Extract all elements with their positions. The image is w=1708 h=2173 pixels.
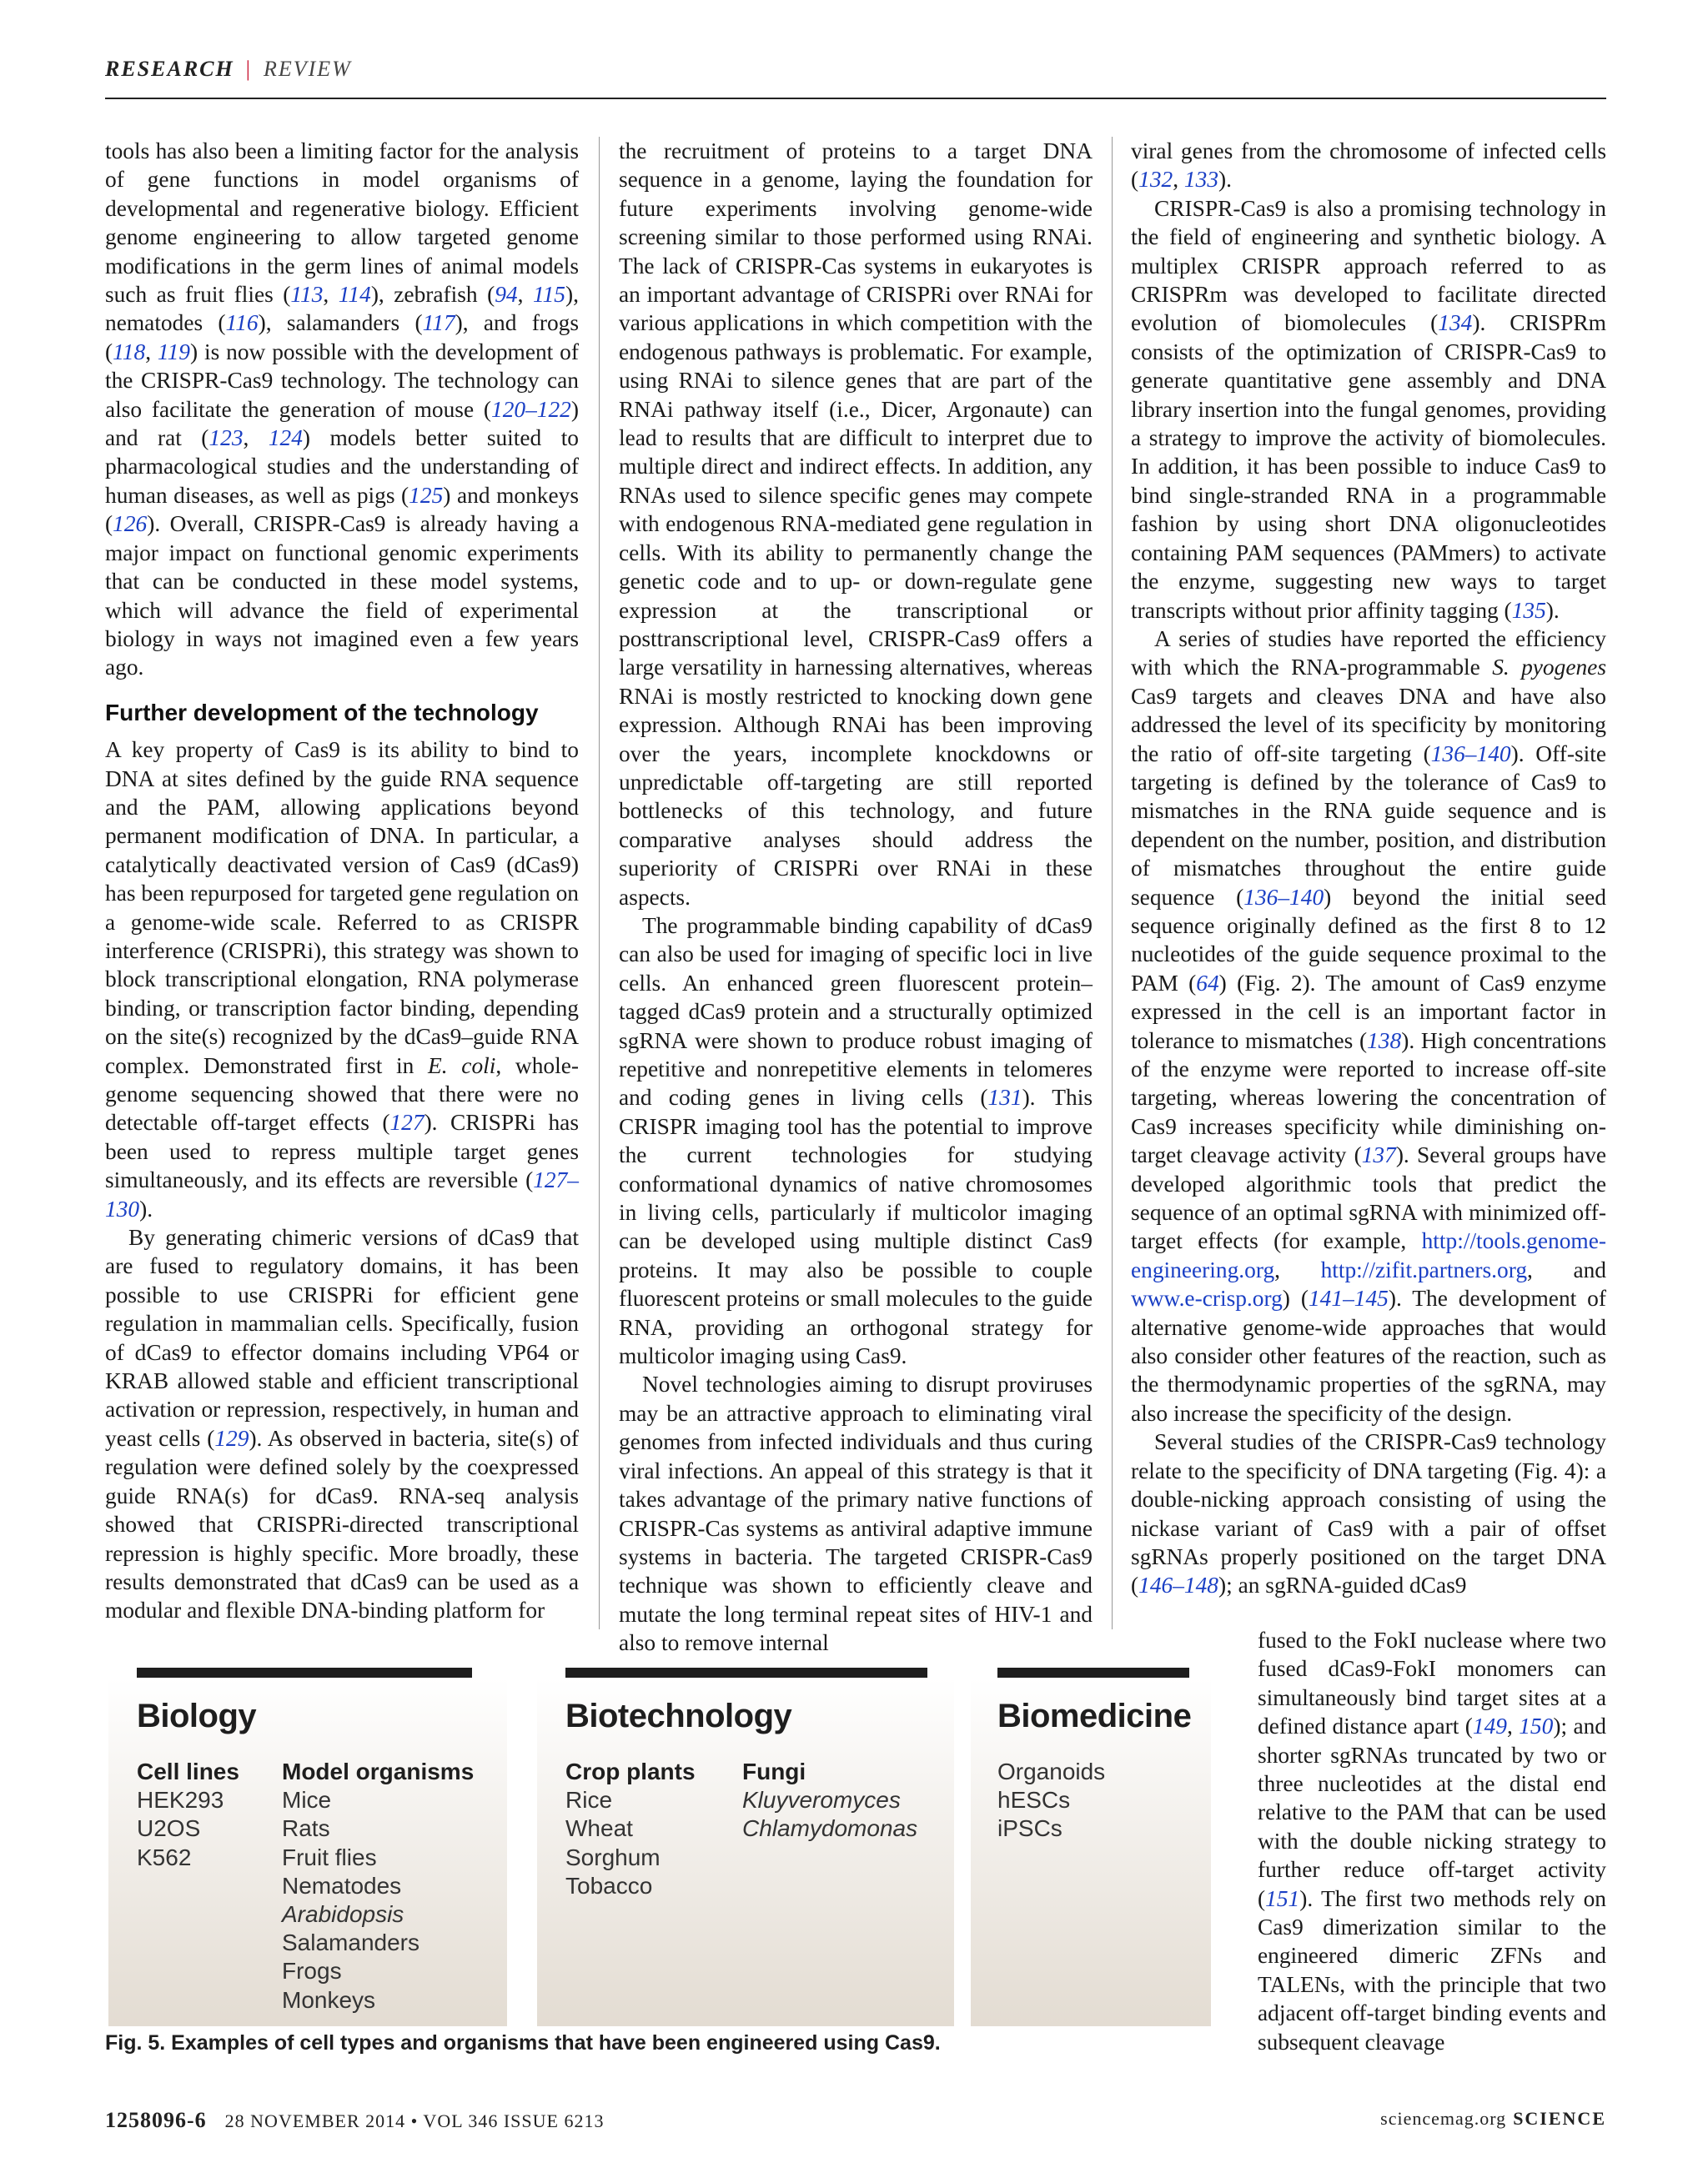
list-item: Arabidopsis [282,1901,404,1928]
list-cell-lines [137,1758,239,1872]
col3-paragraph-1: viral genes from the chromosome of infected cells (132, 133). [1131,138,1606,193]
citation-link[interactable]: 113 [290,282,324,308]
citation-link[interactable]: 127–130 [105,1167,579,1222]
citation-link[interactable]: 120–122 [491,396,571,422]
citation-link[interactable]: 135 [1511,597,1546,623]
citation-link[interactable]: 123 [208,425,244,451]
col2-paragraph-1: the recruitment of proteins to a target DNA sequence in a genome, laying the foundation for future experiments involving genome-wide screening similar to those performed using RNAi. The lack of CRISPR-Cas systems in eukaryotes is an important advantage of CRISPRi over RNAi for various applications in which competition with the endogenous pathways is problematic. For example, using RNAi to silence genes that are part of the RNAi pathway itself (i.e., Dicer, Argonaute) can lead to results that are difficult to interpret due to multiple direct and indirect effects. In addition, any RNAs used to silence specific genes may compete with endogenous RNA-mediated gene regulation in cells. With its ability to permanently change the genetic code and to up- or down-regulate gene expression at the transcriptional or posttranscriptional level, CRISPR-Cas9 offers a large versatility in harnessing alternatives, whereas RNAi is mostly restricted to knocking down gene expression. Although RNAi has been improving over the years, incomplete knockdowns or unpredictable off-targeting are still reported bottlenecks of this technology, and future comparative analyses should address the superiority of CRISPRi over RNAi in these aspects. [619,138,1093,910]
citation-link[interactable]: 117 [422,310,455,336]
figure-panel-bar [565,1668,927,1678]
list-item: Tobacco [565,1872,653,1899]
issue-date: 28 NOVEMBER 2014 • VOL 346 ISSUE 6213 [224,2110,605,2131]
list-item: Frogs [282,1958,342,1985]
col1-paragraph-3: By generating chimeric versions of dCas9 that are fused to regulatory domains, it has been possible to use CRISPRi for efficient gene regulation in mammalian cells. Specifically, fusion of dCas9 to effector domains including VP64 or KRAB allowed stable and efficient transcriptional activation or repression, respectively, in human and yeast cells (129). As observed in bacteria, site(s) of regulation were defined solely by the coexpressed guide RNA(s) for dCas9. RNA-seq analysis showed that CRISPRi-directed transcriptional repression is highly specific. More broadly, these results demonstrated that dCas9 can be used as a modular and flexible DNA-binding platform for [105,1225,579,1623]
section-subheading: Further development of the technology [105,699,539,725]
col1-paragraph-1: tools has also been a limiting factor for the analysis of gene functions in model organisms of developmental and regenerative biology. Efficient genome engineering to allow targeted genome modifications in the germ lines of animal models such as fruit flies (113, 114), zebrafish (94, 115), nematodes (116), salamanders (117), and frogs (118, 119) is now possible with the development of the CRISPR-Cas9 technology. The technology can also facilitate the generation of mouse (120–122) and rat (123, 124) models better suited to pharmacological studies and the understanding of human diseases, as well as pigs (125) and monkeys (126). Overall, CRISPR-Cas9 is already having a major impact on functional genomic experiments that can be conducted in these model systems, which will advance the field of experimental biology in ways not imagined even a few years ago. [105,138,579,680]
list-item: Rats [282,1815,330,1842]
url-link-ecrisp[interactable]: www.e-crisp.org [1131,1286,1283,1312]
list-fungi [742,1758,917,1844]
url-link-zifit[interactable]: http://zifit.partners.org [1320,1257,1528,1282]
list-heading: Model organisms [282,1759,475,1784]
citation-link[interactable]: 136–140 [1430,740,1511,766]
col2-paragraph-2: The programmable binding capability of dCas9 can also be used for imaging of specific loci in live cells. An enhanced green fluorescent protein–tagged dCas9 protein and a structurally optimized sgRNA were shown to produce robust imaging of repetitive and nonrepetitive elements in telomeres and coding genes in living cells (131). This CRISPR imaging tool has the potential to improve the current technologies for studying conformational dynamics of native chromosomes in living cells, particularly if multicolor imaging can be developed using multiple distinct Cas9 proteins. It may also be possible to couple fluorescent proteins or small molecules to the guide RNA, providing an orthogonal strategy for multicolor imaging using Cas9. [619,912,1093,1369]
citation-link[interactable]: 125 [409,482,444,508]
running-header [105,57,1606,88]
list-heading: Crop plants [565,1759,696,1784]
text-column-1 [105,137,579,1625]
list-item: U2OS [137,1815,201,1842]
citation-link[interactable]: 151 [1265,1885,1300,1911]
figure-title-biomedicine: Biomedicine [997,1698,1192,1734]
citation-link[interactable]: 126 [113,511,148,537]
text-column-2 [619,137,1093,1658]
list-heading: Cell lines [137,1759,239,1784]
header-section: REVIEW [263,57,352,81]
list-biomedicine [997,1758,1105,1844]
col2-paragraph-3: Novel technologies aiming to disrupt proviruses may be an attractive approach to eliminating viral genomes from infected individuals and thus curing viral infections. An appeal of this strategy is that it takes advantage of the primary native functions of CRISPR-Cas systems as antiviral adaptive immune systems in bacteria. The targeted CRISPR-Cas9 technique was shown to efficiently cleave and mutate the long terminal repeat sites of HIV-1 and also to remove internal [619,1372,1093,1656]
list-item: Monkeys [282,1986,376,2013]
citation-link[interactable]: 150 [1519,1714,1554,1739]
page-number: 1258096-6 [105,2108,207,2132]
citation-link[interactable]: 127 [389,1110,424,1136]
list-item: Chlamydomonas [742,1815,918,1842]
text-wrap-beside-figure: fused to the FokI nuclease where two fused dCas9-FokI monomers can simultaneously bind target sites at a defined distance apart (149, 150); and shorter sgRNAs truncated by two or three nucleotides at the distal end relative to the PAM that can be used with the double nicking strategy to further reduce off-target activity (151). The first two methods rely on Cas9 dimerization similar to the engineered dimeric ZFNs and TALENs, with the principle that two adjacent off-target binding events and subsequent cleavage [1258,1628,1606,2055]
citation-link[interactable]: 138 [1367,1027,1402,1053]
citation-link[interactable]: 132 [1138,167,1173,193]
col3-paragraph-3: A series of studies have reported the efficiency with which the RNA-programmable S. pyogenes Cas9 targets and cleaves DNA and have also addressed the level of its specificity by monitoring the ratio of off-site targeting (136–140). Off-site targeting is defined by the tolerance of Cas9 to mismatches in the RNA guide sequence and is dependent on the number, position, and distribution of mismatches throughout the entire guide sequence (136–140) beyond the initial seed sequence originally defined as the first 8 to 12 nucleotides of the guide sequence proximal to the PAM (64) (Fig. 2). The amount of Cas9 enzyme expressed in the cell is an important factor in tolerance to mismatches (138). High concentrations of the enzyme were reported to increase off-site targeting, whereas lowering the concentration of Cas9 increases specificity while diminishing on-target cleavage activity (137). Several groups have developed algorithmic tools that predict the sequence of an optimal sgRNA with minimized off-target effects (for example, http://tools.genome-engineering.org, http://zifit.partners.org, and www.e-crisp.org) (141–145). The development of alternative genome-wide approaches that would also consider other features of the reaction, such as the thermodynamic properties of the sgRNA, may also increase the specificity of the design. [1131,625,1606,1426]
list-item: Rice [565,1787,613,1814]
citation-link[interactable]: 141–145 [1308,1286,1389,1312]
list-item: Nematodes [282,1872,402,1899]
citation-link[interactable]: 118 [113,339,146,364]
list-item: Mice [282,1787,332,1814]
citation-link[interactable]: 136–140 [1243,884,1324,910]
citation-link[interactable]: 146–148 [1138,1573,1218,1598]
list-item: Sorghum [565,1844,661,1870]
list-model-organisms [282,1758,474,2015]
col3-paragraph-2: CRISPR-Cas9 is also a promising technology in the field of engineering and synthetic biology. A multiplex CRISPR approach referred to as CRISPRm was developed to facilitate directed evolution of biomolecules (134). CRISPRm consists of the optimization of CRISPR-Cas9 to generate quantitative gene assembly and DNA library insertion into the fungal genomes, providing a strategy to improve the activity of biomolecules. In addition, it has been possible to induce Cas9 to bind single-stranded RNA in a programmable fashion by using short DNA oligonucleotides containing PAM sequences (PAMmers) to activate the enzyme, suggesting new ways to target transcripts without prior affinity tagging (135). [1131,195,1606,623]
figure-title-biotechnology: Biotechnology [565,1698,792,1734]
page-footer [105,2108,1606,2138]
header-kicker: RESEARCH [105,57,234,81]
citation-link[interactable]: 94 [495,282,518,308]
list-item: Salamanders [282,1930,419,1956]
url-link-tools[interactable]: http://tools.genome-engineering.org [1131,1228,1606,1282]
figure-title-biology: Biology [137,1698,257,1734]
citation-link[interactable]: 137 [1361,1142,1396,1168]
header-rule [105,98,1606,99]
list-item: Fruit flies [282,1844,377,1870]
list-item: HEK293 [137,1787,224,1814]
citation-link[interactable]: 129 [214,1425,249,1451]
header-separator: | [245,57,252,81]
list-heading: Fungi [742,1759,806,1784]
citation-link[interactable]: 64 [1196,970,1219,996]
list-item: Organoids [997,1759,1106,1784]
citation-link[interactable]: 115 [532,282,566,308]
site-url[interactable]: sciencemag.org [1380,2108,1507,2129]
column-divider [1112,137,1113,1629]
citation-link[interactable]: 134 [1438,310,1473,336]
col1-paragraph-2: A key property of Cas9 is its ability to bind to DNA at sites defined by the guide RNA sequence and the PAM, allowing applications beyond permanent modification of DNA. In particular, a catalytically deactivated version of Cas9 (dCas9) has been repurposed for targeted gene regulation on a genome-wide scale. Referred to as CRISPR interference (CRISPRi), this strategy was shown to block transcriptional elongation, RNA polymerase binding, or transcription factor binding, depending on the site(s) recognized by the dCas9–guide RNA complex. Demonstrated first in E. coli, whole-genome sequencing showed that there were no detectable off-target effects (127). CRISPRi has been used to repress multiple target genes simultaneously, and its effects are reversible (127–130). [105,737,579,1222]
citation-link[interactable]: 149 [1472,1714,1507,1739]
journal-brand: SCIENCE [1513,2108,1606,2129]
text-column-3 [1131,137,1606,1600]
list-item: Wheat [565,1815,633,1842]
list-item: K562 [137,1844,192,1870]
citation-link[interactable]: 133 [1183,167,1219,193]
figure-caption: Fig. 5. Examples of cell types and organisms that have been engineered using Cas9. [105,2031,941,2055]
column-divider [599,137,600,1629]
citation-link[interactable]: 116 [225,310,259,336]
list-crop-plants [565,1758,696,1900]
figure-panel-bar [997,1668,1189,1678]
list-item: hESCs [997,1787,1071,1814]
list-item: iPSCs [997,1815,1062,1842]
citation-link[interactable]: 124 [268,425,303,451]
col3-paragraph-4: Several studies of the CRISPR-Cas9 technology relate to the specificity of DNA targeting (Fig. 4): a double-nicking approach consisting of using the nickase variant of Cas9 with a pair of offset sgRNAs properly positioned on the target DNA (146–148); an sgRNA-guided dCas9 [1131,1429,1606,1598]
citation-link[interactable]: 119 [157,339,190,364]
citation-link[interactable]: 114 [338,282,371,308]
citation-link[interactable]: 131 [987,1085,1022,1111]
list-item: Kluyveromyces [742,1787,901,1814]
figure-panel-bar [137,1668,472,1678]
